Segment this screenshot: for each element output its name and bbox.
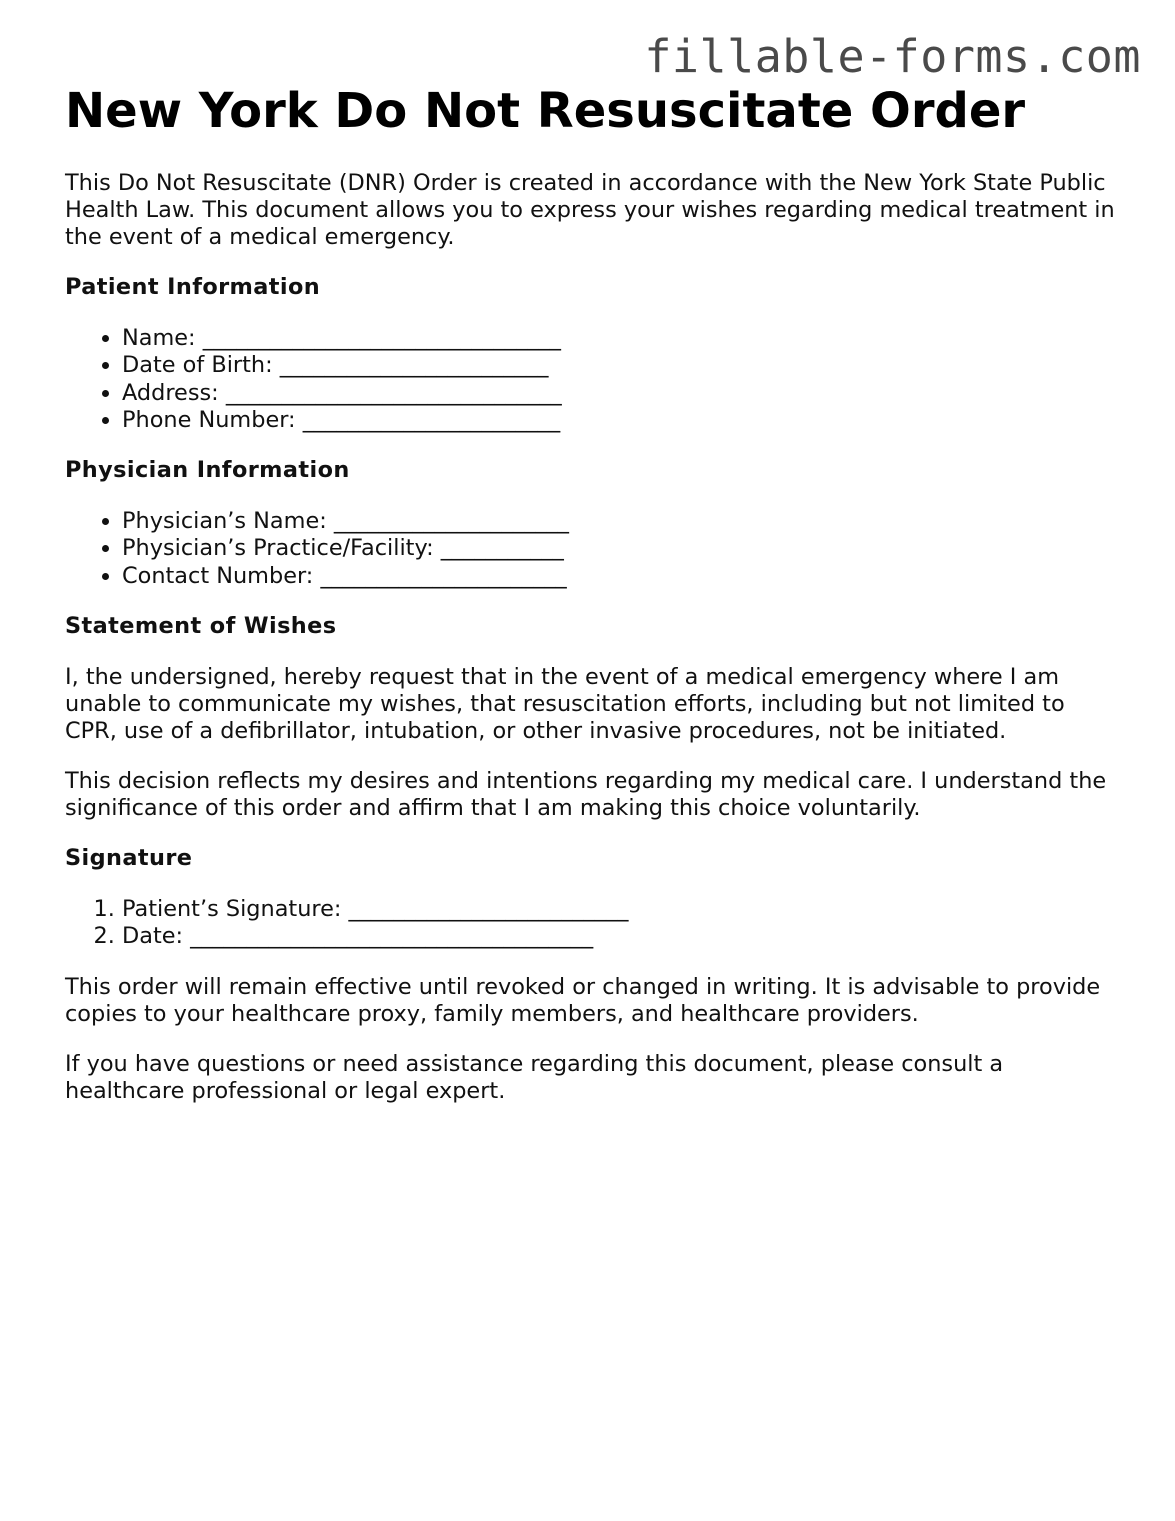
patient-address-field[interactable]: • Address: ______________________________ xyxy=(122,380,1115,407)
intro-paragraph: This Do Not Resuscitate (DNR) Order is created in accordance with the New York State Public Health Law. This document allows you to express your wishes regarding medical treatment in the event of a medical emergency. xyxy=(65,170,1115,250)
closing-paragraph-questions: If you have questions or need assistance regarding this document, please consult a healthcare professional or legal expert. xyxy=(65,1050,1004,1104)
signature-date-field[interactable]: 2. Date: ____________________________________ xyxy=(122,923,1115,950)
patient-phone-field[interactable]: • Phone Number: _______________________ xyxy=(122,407,1115,434)
patient-information-heading: Patient Information xyxy=(65,274,321,300)
physician-information-list xyxy=(65,508,1115,590)
site-watermark: fillable-forms.com xyxy=(644,30,1141,83)
physician-name-field[interactable]: • Physician’s Name: _____________________ xyxy=(122,508,1115,535)
wishes-paragraph-request: I, the undersigned, hereby request that in the event of a medical emergency where I am unable to communicate my wishes, that resuscitation efforts, including but not limited to CPR, use of a defibrillator, intubation, or other invasive procedures, not be initiated. xyxy=(65,664,1065,745)
signature-list xyxy=(65,896,1115,951)
document-page xyxy=(65,82,1115,1128)
patient-signature-field[interactable]: 1. Patient’s Signature: _________________________ xyxy=(122,896,1115,923)
closing-paragraph-effective: This order will remain effective until revoked or changed in writing. It is advisable to provide copies to your healthcare proxy, family members, and healthcare providers. xyxy=(65,973,1101,1027)
physician-information-heading: Physician Information xyxy=(65,457,350,484)
wishes-paragraph-affirmation: This decision reflects my desires and intentions regarding my medical care. I understand the significance of this order and affirm that I am making this choice voluntarily. xyxy=(65,768,1107,822)
statement-of-wishes-heading: Statement of Wishes xyxy=(65,613,337,640)
signature-heading: Signature xyxy=(65,845,193,872)
document-title: New York Do Not Resuscitate Order xyxy=(65,83,1026,139)
physician-contact-field[interactable]: • Contact Number: ______________________ xyxy=(122,563,1115,590)
patient-dob-field[interactable]: • Date of Birth: ________________________ xyxy=(122,352,1115,379)
patient-name-field[interactable]: • Name: ________________________________ xyxy=(122,325,1115,352)
patient-information-list xyxy=(65,325,1115,434)
physician-facility-field[interactable]: • Physician’s Practice/Facility: ___________ xyxy=(122,535,1115,562)
